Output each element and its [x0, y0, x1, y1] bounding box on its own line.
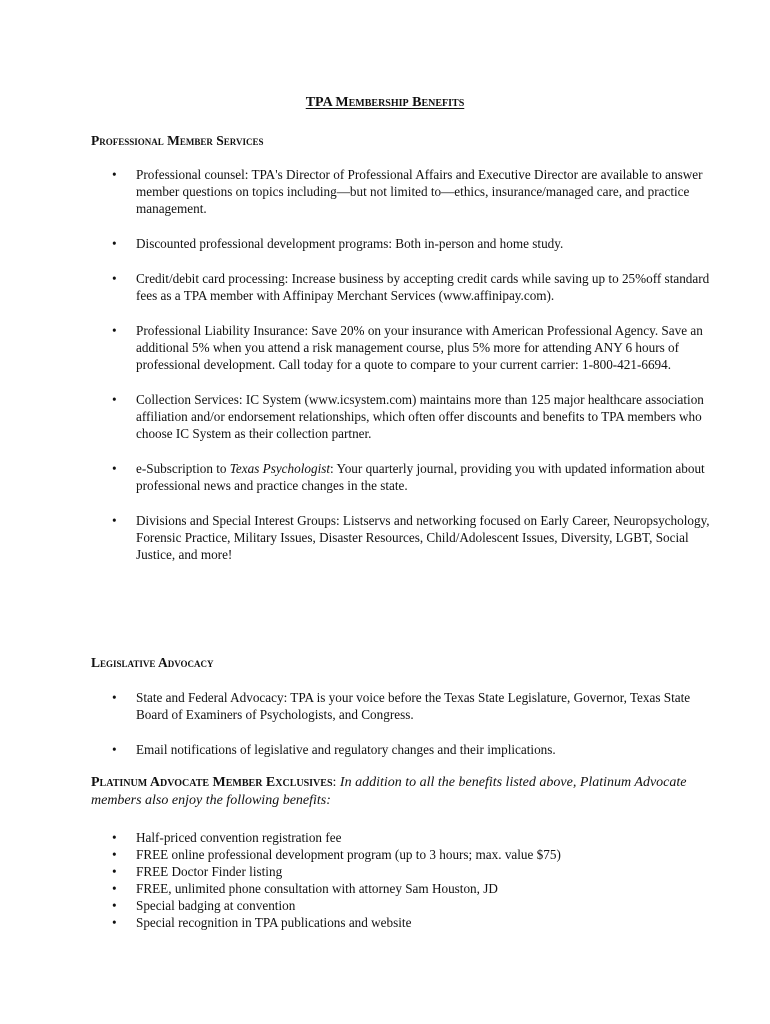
platinum-intro-text: In addition to all the benefits listed above, Platinum Advocate members also enjoy the following benefits: [91, 775, 687, 808]
journal-title: Texas Psychologist [229, 461, 331, 476]
platinum-benefits-list [91, 829, 711, 931]
list-item: • Special badging at convention [91, 897, 711, 914]
list-item: • FREE Doctor Finder listing [91, 863, 711, 880]
list-item: • FREE online professional development program (up to 3 hours; max. value $75) [91, 846, 711, 863]
list-item: • e-Subscription to Texas Psychologist: Your quarterly journal, providing you with updated information about professional news and practice changes in the state. [91, 460, 711, 494]
section-heading-platinum: Platinum Advocate Member Exclusives [91, 775, 333, 790]
professional-services-list [91, 166, 711, 581]
platinum-intro: Platinum Advocate Member Exclusives: In addition to all the benefits listed above, Platinum Advocate members also enjoy the following benefits: [91, 775, 687, 808]
list-item: • FREE, unlimited phone consultation with attorney Sam Houston, JD [91, 880, 711, 897]
list-item: • Email notifications of legislative and regulatory changes and their implications. [91, 741, 711, 758]
list-item: • Discounted professional development programs: Both in-person and home study. [91, 235, 711, 252]
list-item: • Professional Liability Insurance: Save 20% on your insurance with American Professional Agency. Save an additional 5% when you attend a risk management course, plus 5% more for attending ANY 6 hours of professional development. Call today for a quote to compare to your current carrier: 1-800-421-6694. [91, 322, 711, 373]
list-item: • Credit/debit card processing: Increase business by accepting credit cards while saving up to 25%off standard fees as a TPA member with Affinipay Merchant Services (www.affinipay.com). [91, 270, 711, 304]
legislative-advocacy-list [91, 689, 711, 776]
section-heading-professional: Professional Member Services [91, 133, 264, 148]
section-heading-legislative: Legislative Advocacy [91, 655, 214, 670]
list-item: • State and Federal Advocacy: TPA is your voice before the Texas State Legislature, Governor, Texas State Board of Examiners of Psychologists, and Congress. [91, 689, 711, 723]
list-item: • Divisions and Special Interest Groups: Listservs and networking focused on Early Career, Neuropsychology, Forensic Practice, Military Issues, Disaster Resources, Child/Adolescent Issues, Diversity, LGBT, Social Justice, and more! [91, 512, 711, 563]
list-item: • Half-priced convention registration fee [91, 829, 711, 846]
list-item: • Collection Services: IC System (www.icsystem.com) maintains more than 125 major healthcare association affiliation and/or endorsement relationships, which often offer discounts and benefits to TPA members who choose IC System as their collection partner. [91, 391, 711, 442]
page-title: TPA Membership Benefits [305, 95, 465, 110]
list-item: • Special recognition in TPA publications and website [91, 914, 711, 931]
list-item: • Professional counsel: TPA's Director of Professional Affairs and Executive Director are available to answer member questions on topics including—but not limited to—ethics, insurance/managed care, and practice management. [91, 166, 711, 217]
